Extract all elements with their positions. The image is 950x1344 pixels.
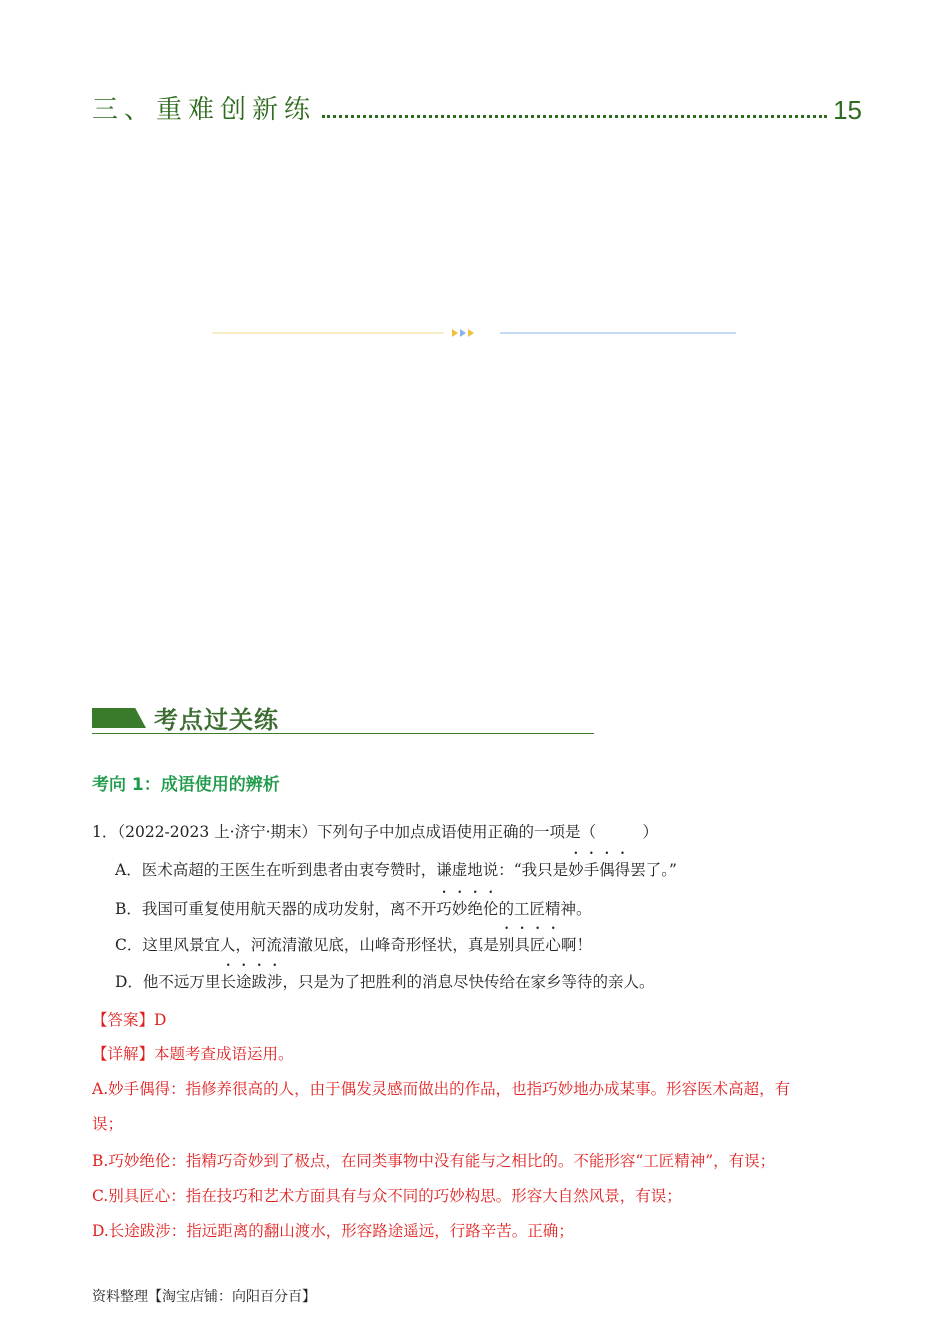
option-b[interactable] [115, 897, 591, 919]
section-header [92, 700, 594, 736]
option-text: B．我国可重复使用航天器的成功发射，离不开 [115, 900, 437, 918]
explanation-intro: 【详解】本题考查成语运用。 [92, 1045, 294, 1063]
option-c[interactable] [115, 933, 592, 955]
toc-title: 三、重难创新练 [92, 95, 317, 125]
option-text: A．医术高超的王医生在听到患者由衷夸赞时，谦虚地说：“我只是 [115, 861, 569, 879]
emphasized-char: 跋 [251, 973, 267, 991]
arrow-icon [452, 329, 458, 337]
emphasized-char: 伦 [482, 900, 499, 918]
emphasized-char: 途 [235, 973, 252, 991]
explanation-line: D.长途跋涉：指远距离的翻山渡水，形容路途遥远，行路辛苦。正确； [92, 1222, 574, 1240]
toc-dot-leader [322, 114, 827, 118]
option-text: 的工匠精神。 [498, 900, 592, 918]
footer-text: 资料整理【淘宝店铺：向阳百分百】 [92, 1289, 316, 1305]
section-title: 考点过关练 [154, 705, 279, 734]
explanation-line: 误； [92, 1115, 124, 1133]
explanation-line: B.巧妙绝伦：指精巧奇妙到了极点，在同类事物中没有能与之相比的。不能形容“工匠精神”，有误； [92, 1152, 776, 1170]
option-d[interactable] [115, 970, 655, 992]
emphasized-char: 长 [220, 973, 236, 991]
emphasized-char: 别 [498, 936, 515, 954]
toc-entry[interactable] [92, 82, 862, 126]
emphasized-char: 绝 [467, 900, 483, 918]
emphasized-char: 手 [583, 861, 600, 879]
toc-page-number: 15 [833, 95, 862, 125]
arrow-icon [468, 329, 474, 337]
emphasized-char: 得 [614, 861, 631, 879]
emphasized-char: 偶 [599, 861, 615, 879]
option-a[interactable] [115, 858, 677, 880]
option-text: 罢了。” [630, 861, 677, 879]
section-bar-icon [92, 708, 146, 728]
emphasized-char: 匠 [529, 936, 546, 954]
section-rule [92, 733, 594, 734]
emphasized-char: 巧 [436, 900, 452, 918]
option-text: ，只是为了把胜利的消息尽快传给在家乡等待的亲人。 [282, 973, 655, 991]
explanation-line: C.别具匠心：指在技巧和艺术方面具有与众不同的巧妙构思。形容大自然风景，有误； [92, 1187, 682, 1205]
arrow-icon [460, 329, 466, 337]
emphasized-char: 具 [514, 936, 530, 954]
emphasized-char: 涉 [266, 973, 283, 991]
question-stem: 1．（2022-2023 上·济宁·期末）下列句子中加点成语使用正确的一项是（ ） [92, 823, 659, 841]
answer-line: 【答案】D [92, 1011, 167, 1029]
emphasized-char: 妙 [451, 900, 468, 918]
explanation-line: A.妙手偶得：指修养很高的人，由于偶发灵感而做出的作品，也指巧妙地办成某事。形容医术高超，有 [92, 1080, 791, 1098]
emphasized-char: 妙 [568, 861, 584, 879]
emphasized-char: 心 [545, 936, 561, 954]
decorative-divider [212, 326, 736, 340]
direction-title: 考向 1：成语使用的辨析 [92, 775, 280, 795]
option-text: D．他不远万里 [115, 973, 221, 991]
option-text: 啊！ [560, 936, 592, 954]
option-text: C．这里风景宜人，河流清澈见底，山峰奇形怪状，真是 [115, 936, 499, 954]
